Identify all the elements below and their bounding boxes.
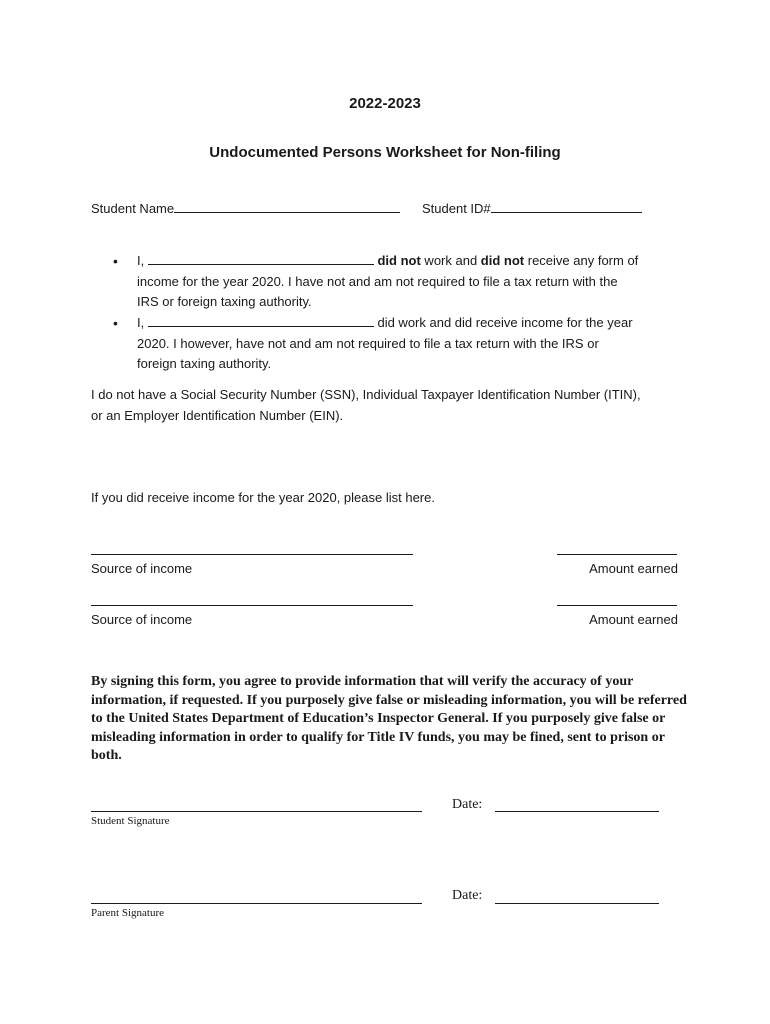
- bullet-tail-text: did work and did receive income for the year: [373, 315, 633, 330]
- statement-line: I do not have a Social Security Number (SSN), Individual Taxpayer Identification Number (ITIN),: [91, 387, 641, 402]
- date-label: Date:: [452, 797, 483, 812]
- source-of-income-field[interactable]: [91, 605, 413, 606]
- certification-warning: By signing this form, you agree to provide information that will verify the accuracy of your information, if requested. If you purposely give false or misleading information, you will be referred to the United States Department of Education’s Inspector General. If you purposely give false or misleading information in order to qualify for Title IV funds, you may be fined, sent to prison or both.: [91, 674, 687, 763]
- name-blank-field[interactable]: [148, 251, 374, 265]
- form-title: Undocumented Persons Worksheet for Non-filing: [209, 144, 561, 161]
- name-blank-field[interactable]: [148, 313, 374, 327]
- parent-signature-label: Parent Signature: [91, 907, 165, 919]
- amount-earned-field[interactable]: [557, 554, 677, 555]
- source-of-income-field[interactable]: [91, 554, 413, 555]
- student-id-row: [422, 199, 642, 220]
- bold-did-not: did not: [480, 253, 525, 268]
- student-signature-field[interactable]: [91, 811, 422, 812]
- date-label: Date:: [452, 888, 483, 903]
- bold-did-not: did not: [377, 253, 421, 268]
- bullet-glyph: •: [113, 315, 118, 331]
- bullet-line: [137, 313, 677, 334]
- student-date-field[interactable]: [495, 811, 659, 812]
- bullet-mid-text: work and: [420, 253, 481, 268]
- amount-earned-label: Amount earned: [589, 561, 678, 576]
- form-year: 2022-2023: [349, 95, 421, 112]
- bullet-prefix: I,: [137, 253, 145, 268]
- bullet-glyph: •: [113, 253, 118, 269]
- student-id-field[interactable]: [491, 199, 642, 213]
- bullet-prefix: I,: [137, 315, 145, 330]
- no-ssn-statement: [91, 385, 711, 426]
- bullet-line: 2020. I however, have not and am not required to file a tax return with the IRS or: [137, 335, 599, 351]
- source-of-income-label: Source of income: [91, 561, 193, 576]
- student-name-row: [91, 199, 400, 220]
- bullet-line: income for the year 2020. I have not and am not required to file a tax return with the: [137, 273, 618, 289]
- bullet-line: IRS or foreign taxing authority.: [137, 294, 312, 309]
- parent-signature-field[interactable]: [91, 903, 422, 904]
- parent-date-field[interactable]: [495, 903, 659, 904]
- bullet-had-income-text: [137, 313, 677, 375]
- bullet-no-income-text: [137, 251, 677, 313]
- source-of-income-label: Source of income: [91, 612, 193, 627]
- amount-earned-field[interactable]: [557, 605, 677, 606]
- student-name-label: Student Name: [91, 201, 175, 216]
- student-name-field[interactable]: [174, 199, 400, 213]
- statement-line: or an Employer Identification Number (EIN).: [91, 407, 344, 423]
- bullet-line: foreign taxing authority.: [137, 356, 272, 371]
- student-id-label: Student ID#: [422, 201, 491, 216]
- bullet-line: [137, 251, 677, 272]
- income-prompt: If you did receive income for the year 2020, please list here.: [91, 490, 435, 505]
- amount-earned-label: Amount earned: [589, 612, 678, 627]
- bullet-tail-text: receive any form of: [524, 253, 639, 268]
- student-signature-label: Student Signature: [91, 815, 170, 827]
